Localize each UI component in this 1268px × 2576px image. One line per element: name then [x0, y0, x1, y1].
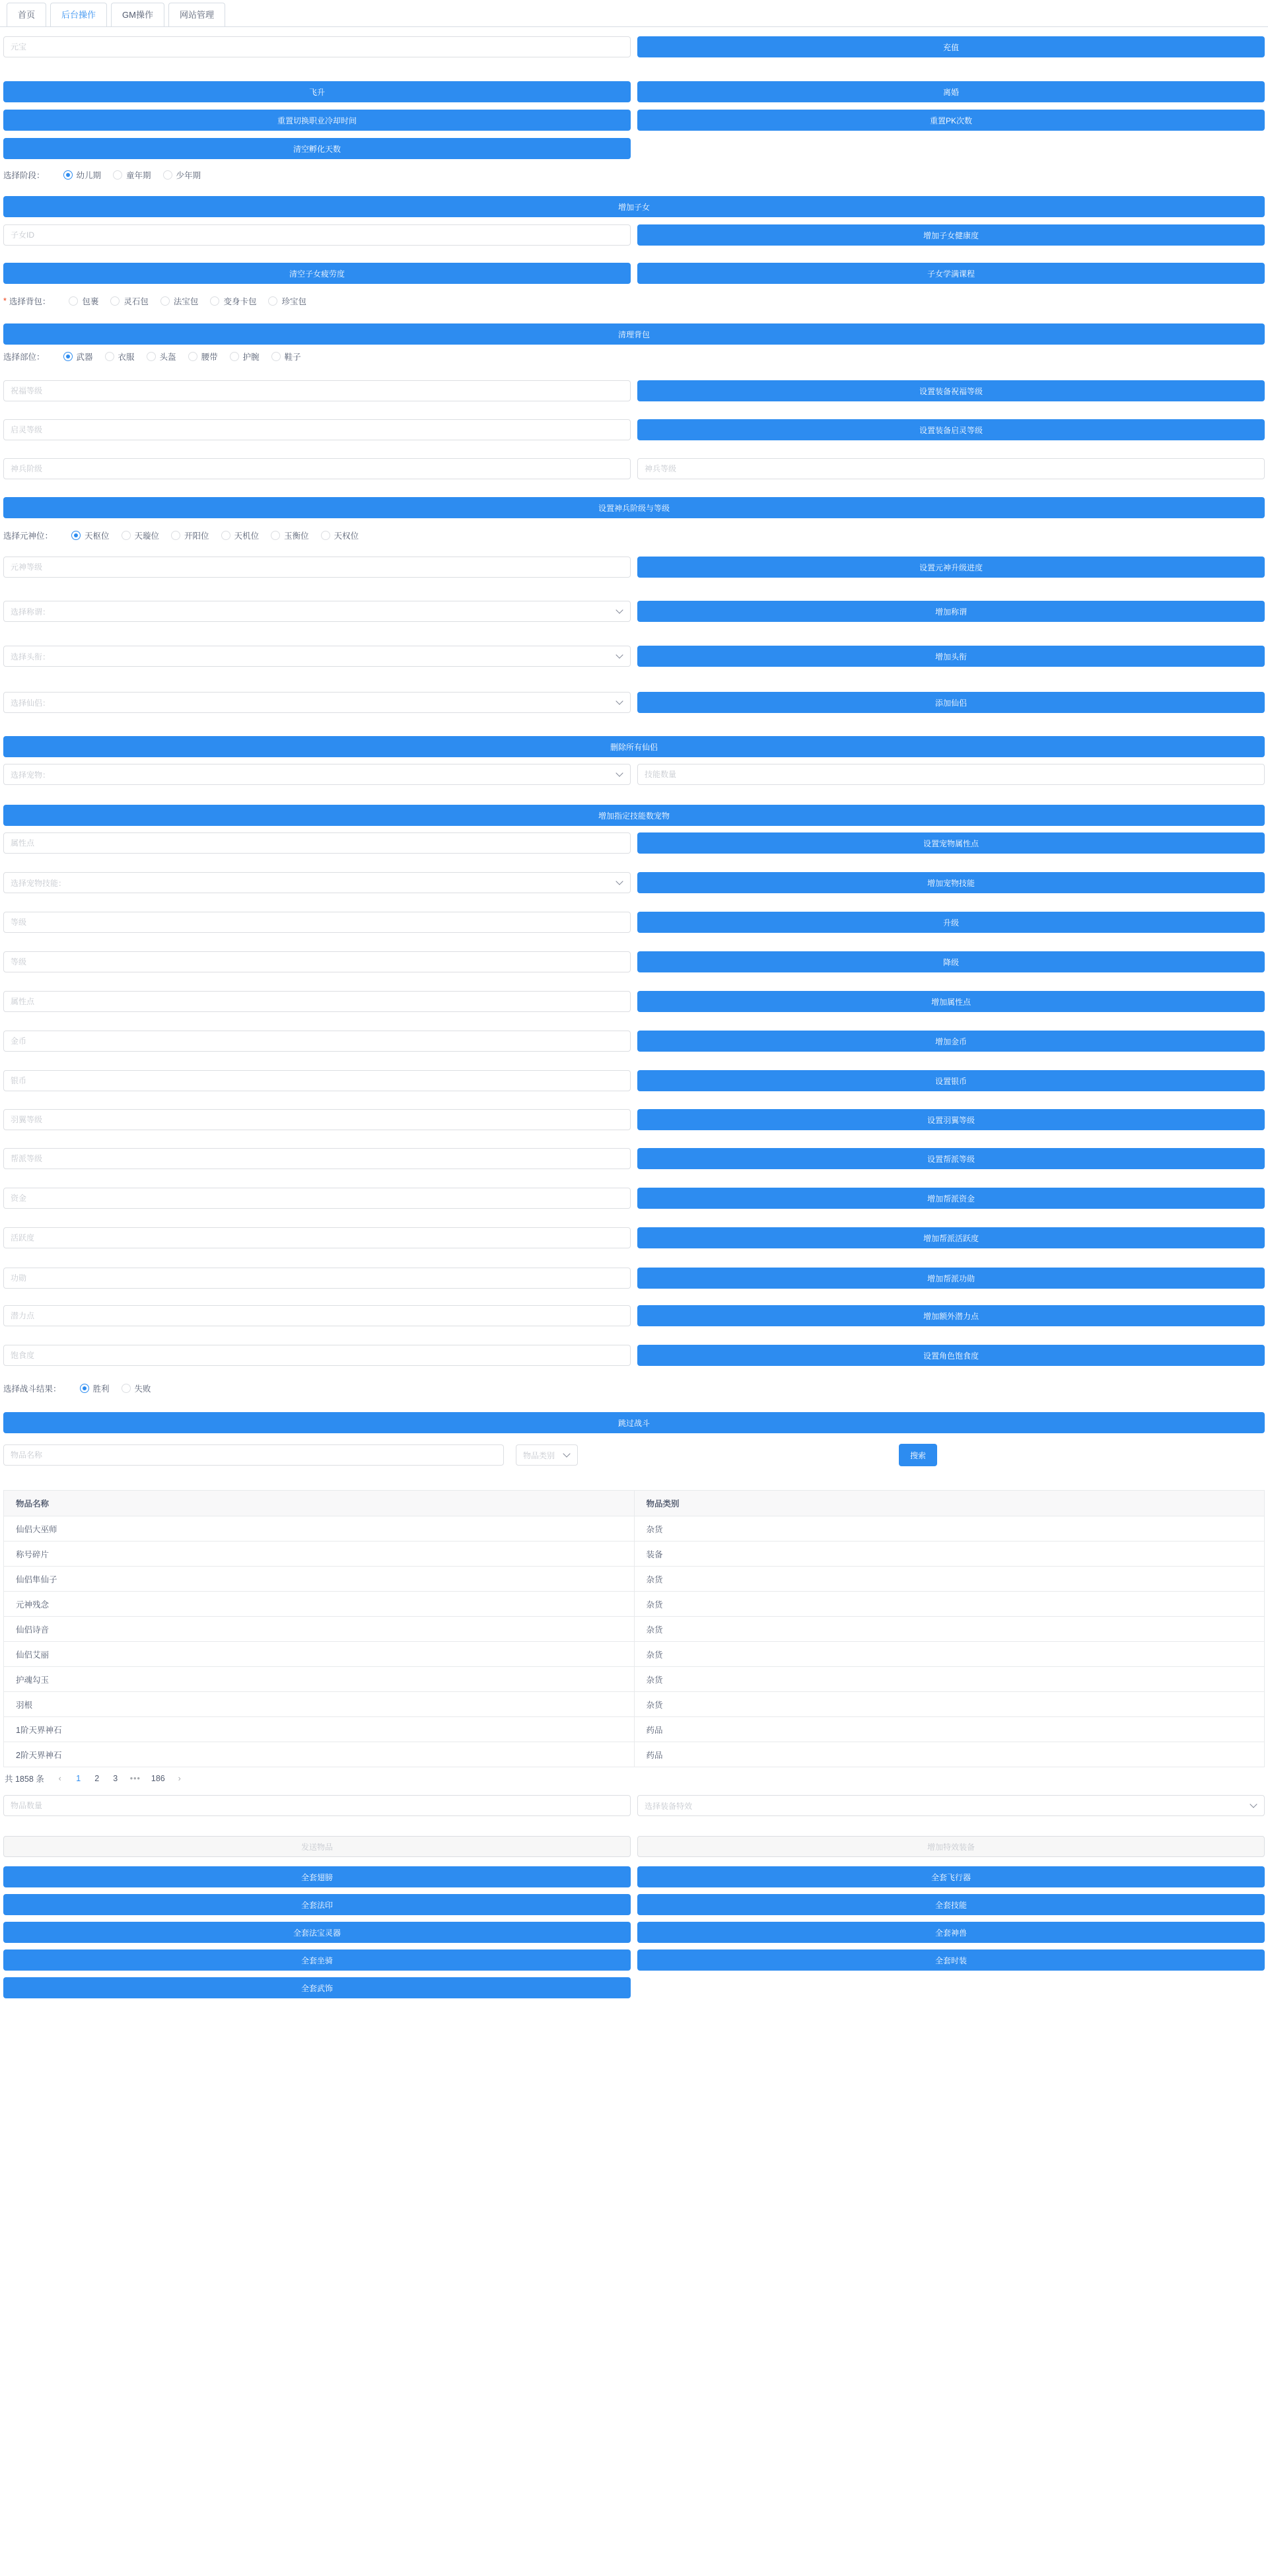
form-row — [3, 1866, 1265, 1887]
set-shenbing-stage-level-button[interactable]: 设置神兵阶级与等级 — [3, 497, 1265, 518]
yuanshen-slot-radio-group-option-0[interactable] — [71, 529, 110, 541]
send-item-button: 发送物品 — [3, 1836, 631, 1857]
item-category-cell: 杂货 — [634, 1592, 1265, 1617]
set-pet-attribute-points-button[interactable]: 设置宠物属性点 — [637, 832, 1265, 854]
chevron-down-icon — [616, 877, 623, 885]
clear-child-fatigue-button[interactable]: 清空子女疲劳度 — [3, 263, 631, 284]
full-set-aircraft-button[interactable]: 全套飞行器 — [637, 1866, 1265, 1887]
clear-hatch-days-button[interactable]: 清空孵化天数 — [3, 138, 631, 159]
radio-icon — [160, 296, 170, 306]
item-name-input[interactable] — [3, 1444, 504, 1466]
full-set-wings-button[interactable]: 全套翅膀 — [3, 1866, 631, 1887]
body-part-radio-group-option-4[interactable] — [230, 351, 260, 362]
item-category-cell: 杂货 — [634, 1667, 1265, 1692]
table-row — [4, 1516, 1265, 1542]
full-set-divine-beast-button[interactable]: 全套神兽 — [637, 1922, 1265, 1943]
table-row — [4, 1542, 1265, 1567]
table-row — [4, 1567, 1265, 1592]
tab-gm-ops[interactable]: GM操作 — [111, 3, 164, 26]
item-name-cell: 仙侣大巫师 — [4, 1516, 635, 1542]
form-row — [3, 832, 1265, 854]
radio-option-label: 鞋子 — [284, 353, 301, 362]
form-row — [3, 1977, 1265, 1998]
form-row — [3, 419, 1265, 440]
form-row — [3, 81, 1265, 102]
form-row — [3, 1412, 1265, 1433]
radio-icon — [268, 296, 277, 306]
select-placeholder: 选择称谓： — [11, 607, 51, 617]
required-asterisk-icon: * — [3, 296, 7, 306]
search-button[interactable]: 搜索 — [899, 1444, 937, 1466]
set-silver-coin-button[interactable]: 设置银币 — [637, 1070, 1265, 1091]
chevron-down-icon — [563, 1450, 570, 1457]
radio-icon — [122, 1384, 131, 1393]
pet-skill-select[interactable] — [3, 872, 631, 893]
qiling-level-input[interactable] — [3, 419, 631, 440]
select-placeholder: 选择仙侣： — [11, 698, 51, 708]
bag-radio-group-option-2[interactable] — [160, 295, 199, 307]
chevron-down-icon — [616, 769, 623, 776]
body-part-radio-group-option-0[interactable] — [63, 351, 93, 362]
form-row — [3, 1922, 1265, 1943]
table-row — [4, 1617, 1265, 1642]
add-rank-button[interactable]: 增加头衔 — [637, 646, 1265, 667]
item-name-cell: 称号碎片 — [4, 1542, 635, 1567]
radio-option-label: 衣服 — [118, 353, 135, 362]
radio-option-label: 武器 — [76, 353, 93, 362]
form-row — [3, 1836, 1265, 1857]
radio-icon — [69, 296, 78, 306]
page-button-186[interactable]: 186 — [151, 1774, 165, 1783]
chevron-down-icon — [616, 651, 623, 658]
child-id-input[interactable] — [3, 224, 631, 246]
form-row — [3, 1109, 1265, 1130]
table-row — [4, 1692, 1265, 1717]
radio-option-label: 天枢位 — [85, 531, 110, 541]
add-title-button[interactable]: 增加称谓 — [637, 601, 1265, 622]
full-set-weapon-ornament-button[interactable]: 全套武饰 — [3, 1977, 631, 1998]
form-row — [3, 912, 1265, 933]
form-row — [3, 601, 1265, 622]
item-name-cell: 羽根 — [4, 1692, 635, 1717]
chevron-down-icon — [1250, 1800, 1257, 1808]
radio-option-label: 幼儿期 — [76, 171, 102, 180]
add-gold-coin-button[interactable]: 增加金币 — [637, 1031, 1265, 1052]
form-row — [3, 991, 1265, 1012]
guild-level-input[interactable] — [3, 1148, 631, 1169]
radio-icon — [210, 296, 219, 306]
chevron-down-icon — [616, 606, 623, 613]
tab-site-admin[interactable]: 网站管理 — [168, 3, 225, 26]
battle-result-radio-group-option-0[interactable] — [80, 1382, 110, 1394]
form-row — [3, 1188, 1265, 1209]
guild-merit-input[interactable] — [3, 1268, 631, 1289]
item-category-cell: 杂货 — [634, 1692, 1265, 1717]
radio-option-label: 失败 — [134, 1384, 151, 1394]
form-row — [3, 951, 1265, 972]
item-category-cell: 装备 — [634, 1542, 1265, 1567]
form-row — [3, 1949, 1265, 1971]
radio-option-label: 少年期 — [176, 171, 201, 180]
shenbing-stage-input[interactable] — [3, 458, 631, 479]
radio-icon — [271, 531, 280, 540]
item-table — [3, 1490, 1265, 1767]
table-row — [4, 1742, 1265, 1767]
fairy-partner-select[interactable] — [3, 692, 631, 713]
child-complete-courses-button[interactable]: 子女学满课程 — [637, 263, 1265, 284]
set-equip-qiling-level-button[interactable]: 设置装备启灵等级 — [637, 419, 1265, 440]
set-role-satiety-button[interactable]: 设置角色饱食度 — [637, 1345, 1265, 1366]
form-row — [3, 764, 1265, 785]
item-category-cell: 药品 — [634, 1717, 1265, 1742]
item-name-cell: 2阶天界神石 — [4, 1742, 635, 1767]
add-attribute-points-button[interactable]: 增加属性点 — [637, 991, 1265, 1012]
form-row — [3, 36, 1265, 57]
item-name-cell: 仙侣诗音 — [4, 1617, 635, 1642]
form-row — [3, 1070, 1265, 1091]
level-up-button[interactable]: 升级 — [637, 912, 1265, 933]
form-row — [3, 1795, 1265, 1816]
form-row — [3, 736, 1265, 757]
level-down-button[interactable]: 降级 — [637, 951, 1265, 972]
form-row — [3, 1031, 1265, 1052]
level-up-input[interactable] — [3, 912, 631, 933]
form-row — [3, 138, 1265, 159]
item-category-cell: 杂货 — [634, 1642, 1265, 1667]
battle-result-radio-group-label: 选择战斗结果： — [3, 1384, 61, 1394]
body-part-radio-group-label: 选择部位： — [3, 353, 45, 362]
silver-coin-input[interactable] — [3, 1070, 631, 1091]
table-row — [4, 1717, 1265, 1742]
add-child-health-button[interactable]: 增加子女健康度 — [637, 224, 1265, 246]
potential-points-input[interactable] — [3, 1305, 631, 1326]
form-row — [3, 1305, 1265, 1326]
add-pet-skill-button[interactable]: 增加宠物技能 — [637, 872, 1265, 893]
bag-radio-group-label: 选择背包： — [9, 297, 51, 306]
radio-option-label: 头盔 — [159, 353, 176, 362]
chevron-down-icon — [616, 697, 623, 704]
page-button-1[interactable]: 1 — [76, 1774, 81, 1783]
pagination — [5, 1773, 1265, 1784]
select-placeholder: 选择头衔： — [11, 652, 51, 661]
skill-count-input[interactable] — [637, 764, 1265, 785]
radio-option-label: 变身卡包 — [223, 297, 257, 306]
add-pet-with-skill-count-button[interactable]: 增加指定技能数宠物 — [3, 805, 1265, 826]
form-row — [3, 110, 1265, 131]
add-extra-potential-points-button[interactable]: 增加额外潜力点 — [637, 1305, 1265, 1326]
admin-form-area — [3, 36, 1265, 1433]
item-category-placeholder: 物品类别 — [523, 1450, 555, 1460]
tab-backend-ops[interactable]: 后台操作 — [50, 3, 107, 26]
form-row — [3, 458, 1265, 479]
form-row — [3, 224, 1265, 246]
reset-job-switch-cooldown-button[interactable]: 重置切换职业冷却时间 — [3, 110, 631, 131]
yuanshen-slot-radio-group-option-5[interactable] — [321, 529, 359, 541]
body-part-radio-group-option-5[interactable] — [271, 351, 301, 362]
add-effect-equip-button: 增加特效装备 — [637, 1836, 1265, 1857]
radio-option-label: 胜利 — [92, 1384, 110, 1394]
form-row — [3, 1894, 1265, 1915]
item-search-row — [3, 1444, 1265, 1466]
item-name-cell: 护魂勾玉 — [4, 1667, 635, 1692]
stage-radio-group-label: 选择阶段： — [3, 171, 45, 180]
pet-select[interactable] — [3, 764, 631, 785]
radio-icon — [163, 170, 172, 180]
full-set-magic-weapon-button[interactable]: 全套法宝灵器 — [3, 1922, 631, 1943]
select-placeholder: 选择宠物技能： — [11, 878, 67, 888]
radio-icon — [271, 352, 281, 361]
clean-bag-button[interactable]: 清理背包 — [3, 323, 1265, 345]
radio-icon — [171, 531, 180, 540]
form-row — [3, 557, 1265, 578]
stage-radio-group-option-2[interactable] — [163, 169, 201, 181]
add-guild-merit-button[interactable]: 增加帮派功勋 — [637, 1268, 1265, 1289]
form-row — [3, 497, 1265, 518]
item-count-input[interactable] — [3, 1795, 631, 1816]
shenbing-level-input[interactable] — [637, 458, 1265, 479]
item-category-cell: 杂货 — [634, 1516, 1265, 1542]
radio-icon — [63, 170, 73, 180]
guild-activity-input[interactable] — [3, 1227, 631, 1248]
full-set-seal-button[interactable]: 全套法印 — [3, 1894, 631, 1915]
radio-option-label: 童年期 — [126, 171, 151, 180]
yuanshen-level-input[interactable] — [3, 557, 631, 578]
radio-icon — [321, 531, 330, 540]
item-name-cell: 1阶天界神石 — [4, 1717, 635, 1742]
form-row — [3, 692, 1265, 713]
radio-icon — [71, 531, 81, 540]
form-row — [3, 646, 1265, 667]
set-equip-blessing-level-button[interactable]: 设置装备祝福等级 — [637, 380, 1265, 401]
radio-icon — [230, 352, 239, 361]
yuanshen-slot-radio-group-option-2[interactable] — [171, 529, 209, 541]
radio-icon — [63, 352, 73, 361]
select-placeholder: 选择装备特效 — [645, 1801, 693, 1811]
radio-icon — [80, 1384, 89, 1393]
radio-icon — [110, 296, 120, 306]
yuanshen-slot-radio-group — [3, 529, 1265, 542]
level-down-input[interactable] — [3, 951, 631, 972]
radio-option-label: 护腕 — [242, 353, 260, 362]
gold-ingot-input[interactable] — [3, 36, 631, 57]
body-part-radio-group-option-3[interactable] — [188, 351, 218, 362]
recharge-button[interactable]: 充值 — [637, 36, 1265, 57]
item-category-cell: 杂货 — [634, 1567, 1265, 1592]
radio-icon — [113, 170, 122, 180]
item-category-cell: 杂货 — [634, 1617, 1265, 1642]
tab-bar — [0, 0, 1268, 27]
radio-option-label: 天机位 — [234, 531, 260, 541]
item-name-cell: 仙侣隼仙子 — [4, 1567, 635, 1592]
skip-battle-button[interactable]: 跳过战斗 — [3, 1412, 1265, 1433]
radio-option-label: 天璇位 — [134, 531, 160, 541]
radio-option-label: 包裹 — [82, 297, 99, 306]
wing-level-input[interactable] — [3, 1109, 631, 1130]
set-yuanshen-upgrade-progress-button[interactable]: 设置元神升级进度 — [637, 557, 1265, 578]
bag-radio-group-option-1[interactable] — [110, 295, 149, 307]
pagination-total: 共 1858 条 — [5, 1775, 44, 1784]
radio-option-label: 玉衡位 — [284, 531, 309, 541]
delete-all-fairy-partners-button[interactable]: 删除所有仙侣 — [3, 736, 1265, 757]
attribute-points-input[interactable] — [3, 991, 631, 1012]
page-next-icon[interactable]: › — [178, 1774, 181, 1783]
yuanshen-slot-radio-group-option-3[interactable] — [221, 529, 260, 541]
form-row — [3, 380, 1265, 401]
title-select[interactable] — [3, 601, 631, 622]
form-row — [3, 1268, 1265, 1289]
table-row — [4, 1667, 1265, 1692]
page-button-3[interactable]: 3 — [113, 1774, 118, 1783]
item-name-cell: 仙侣艾丽 — [4, 1642, 635, 1667]
divorce-button[interactable]: 离婚 — [637, 81, 1265, 102]
form-row — [3, 263, 1265, 284]
bottom-actions-area — [3, 1795, 1265, 1998]
bag-radio-group-option-4[interactable] — [268, 295, 306, 307]
table-row — [4, 1642, 1265, 1667]
radio-option-label: 珍宝包 — [281, 297, 306, 306]
guild-funds-input[interactable] — [3, 1188, 631, 1209]
add-child-button[interactable]: 增加子女 — [3, 196, 1265, 217]
full-set-fashion-button[interactable]: 全套时装 — [637, 1949, 1265, 1971]
stage-radio-group-option-0[interactable] — [63, 169, 102, 181]
satiety-input[interactable] — [3, 1345, 631, 1366]
table-header-cell: 物品类别 — [634, 1491, 1265, 1516]
body-part-radio-group-option-2[interactable] — [147, 351, 176, 362]
item-category-select[interactable] — [516, 1444, 578, 1466]
add-fairy-partner-button[interactable]: 添加仙侣 — [637, 692, 1265, 713]
full-set-skill-button[interactable]: 全套技能 — [637, 1894, 1265, 1915]
form-row — [3, 1148, 1265, 1169]
bag-radio-group-option-0[interactable] — [69, 295, 98, 307]
table-header-cell: 物品名称 — [4, 1491, 635, 1516]
select-placeholder: 选择宠物： — [11, 770, 51, 780]
radio-icon — [221, 531, 230, 540]
radio-icon — [147, 352, 156, 361]
form-row — [3, 872, 1265, 893]
battle-result-radio-group-option-1[interactable] — [122, 1382, 151, 1394]
page-ellipsis: ••• — [129, 1774, 141, 1783]
form-row — [3, 1345, 1265, 1366]
blessing-level-input[interactable] — [3, 380, 631, 401]
set-wing-level-button[interactable]: 设置羽翼等级 — [637, 1109, 1265, 1130]
item-name-cell: 元神残念 — [4, 1592, 635, 1617]
yuanshen-slot-radio-group-option-4[interactable] — [271, 529, 309, 541]
bag-radio-group-option-3[interactable] — [210, 295, 256, 307]
stage-radio-group-option-1[interactable] — [113, 169, 151, 181]
form-row — [3, 1227, 1265, 1248]
page-prev-icon[interactable]: ‹ — [58, 1774, 61, 1783]
battle-result-radio-group — [3, 1382, 1265, 1395]
add-guild-activity-button[interactable]: 增加帮派活跃度 — [637, 1227, 1265, 1248]
add-guild-funds-button[interactable]: 增加帮派资金 — [637, 1188, 1265, 1209]
page-button-2[interactable]: 2 — [94, 1774, 100, 1783]
radio-option-label: 腰带 — [201, 353, 218, 362]
body-part-radio-group — [3, 350, 1265, 363]
yuanshen-slot-radio-group-label: 选择元神位： — [3, 531, 53, 541]
reset-pk-count-button[interactable]: 重置PK次数 — [637, 110, 1265, 131]
radio-option-label: 法宝包 — [173, 297, 199, 306]
form-row — [3, 196, 1265, 217]
radio-option-label: 开阳位 — [184, 531, 209, 541]
rank-select[interactable] — [3, 646, 631, 667]
tab-home[interactable]: 首页 — [7, 3, 46, 26]
yuanshen-slot-radio-group-option-1[interactable] — [122, 529, 160, 541]
full-set-mount-button[interactable]: 全套坐骑 — [3, 1949, 631, 1971]
item-category-cell: 药品 — [634, 1742, 1265, 1767]
radio-icon — [122, 531, 131, 540]
radio-icon — [105, 352, 114, 361]
gold-coin-input[interactable] — [3, 1031, 631, 1052]
radio-option-label: 灵石包 — [123, 297, 149, 306]
form-row — [3, 805, 1265, 826]
page-numbers — [75, 1774, 176, 1783]
radio-icon — [188, 352, 197, 361]
pet-attribute-points-input[interactable] — [3, 832, 631, 854]
radio-option-label: 天权位 — [334, 531, 359, 541]
table-row — [4, 1592, 1265, 1617]
set-guild-level-button[interactable]: 设置帮派等级 — [637, 1148, 1265, 1169]
body-part-radio-group-option-1[interactable] — [105, 351, 135, 362]
equip-effect-select[interactable] — [637, 1795, 1265, 1816]
ascend-button[interactable]: 飞升 — [3, 81, 631, 102]
bag-radio-group — [3, 294, 1265, 308]
stage-radio-group — [3, 168, 1265, 182]
form-row — [3, 323, 1265, 345]
